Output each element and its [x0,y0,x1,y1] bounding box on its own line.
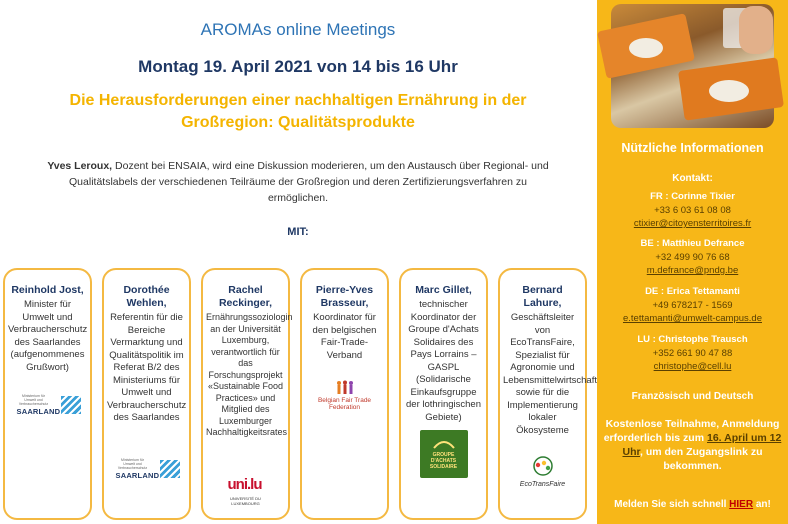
speaker-card [399,268,488,520]
contact-block-de [597,285,788,326]
photo-hand [739,6,773,54]
contact-phone: +352 661 90 47 88 [652,347,733,359]
saarland-logo-ministry: Ministerium für Umwelt und Verbraucherschutz [117,458,148,470]
register-link[interactable]: HIER [729,499,754,510]
speaker-role: Geschäftsleiter von EcoTransFaire, Spezialist für Agronomie und Lebensmittelwirtschaft sowie für die Implementierung lokaler Ökosysteme [503,312,597,436]
speaker-card [498,268,597,520]
speaker-role: Koordinator für den belgischen Fair-Trade-Verband [312,312,377,361]
saarland-logo-mark [160,460,180,478]
uni-lu-logo [226,476,266,510]
register-text: Melden Sie sich schnell [614,499,730,510]
contact-name: DE : Erica Tettamanti [645,286,740,297]
contact-block-lu [597,333,788,374]
contact-email-link[interactable]: ctixier@citoyensterritoires.fr [633,218,752,229]
registration-info [603,417,782,473]
speaker-name: Pierre-Yves Brasseur, [315,284,374,309]
register-line [597,499,788,510]
photo-plate [709,80,749,102]
saarland-logo-text: SAARLAND [16,407,61,416]
contact-name: FR : Corinne Tixier [650,191,735,202]
gaspl-logo-text: GROUPE D'ACHATS SOLIDAIRE [429,452,458,470]
speaker-card [300,268,389,520]
registration-text-end: , um den Zugangslink zu bekommen. [640,446,763,472]
ecotransfaire-logo [518,454,568,488]
registration-deadline: 16. April um 12 Uhr [622,432,782,458]
speaker-name: Marc Gillet, [415,284,472,296]
contact-email-link[interactable]: christophe@cell.lu [653,361,732,372]
event-date: Montag 19. April 2021 von 14 bis 16 Uhr [138,57,458,76]
speaker-name: Dorothée Wehlen, [123,284,170,309]
moderator-name: Yves Leroux, [47,160,113,172]
food-photo [611,4,774,128]
contact-phone: +49 678217 - 1569 [652,299,733,311]
registration-text: Kostenlose Teilnahme, Anmeldung erforderlich bis zum [603,418,780,444]
series-title: AROMAs online Meetings [200,20,396,39]
contact-phone: +32 499 90 76 68 [655,251,730,263]
register-text-end: an! [753,499,771,510]
contact-block-be [597,237,788,278]
uni-lu-logo-text: uni.lu [227,476,262,493]
contact-email-link[interactable]: e.tettamanti@umwelt-campus.de [622,313,762,324]
ecotransfaire-mark-icon [518,454,568,478]
contact-name: BE : Matthieu Defrance [640,238,745,249]
saarland-logo [15,394,81,416]
speaker-name: Reinhold Jost, [11,284,84,296]
speaker-card [201,268,293,520]
gaspl-logo [420,430,468,478]
contact-heading: Kontakt: [672,173,713,184]
info-sidebar [597,0,788,524]
speaker-role: Minister für Umwelt und Verbraucherschutz des Saarlandes (aufgenommenes Grußwort) [8,299,88,373]
speaker-name: Bernard Lahure, [522,284,563,309]
speaker-card [3,268,92,520]
description-text: Dozent bei ENSAIA, wird eine Diskussion moderieren, um den Austausch über Regional- und Qualitätslabels der verschiedenen Teilräume der Großregion und deren Zertifizierungsverfahren zu ermöglichen. [69,160,549,204]
speaker-card [102,268,191,520]
languages: Französisch und Deutsch [631,391,754,402]
sidebar-title: Nützliche Informationen [621,141,764,155]
speaker-role: Ernährungssoziologin an der Universität Luxemburg, verantwortlich für das Forschungsprojekt «Sustainable Food Practices» und Mitglied des Luxemburger Nachhaltigkeitsrates [206,312,293,437]
belgian-fair-trade-logo [315,380,375,410]
contact-phone: +33 6 03 61 08 08 [654,204,731,216]
contact-email-link[interactable]: m.defrance@pndg.be [646,265,739,276]
speaker-name: Rachel Reckinger, [218,284,273,309]
contact-block-fr [597,190,788,231]
saarland-logo [114,458,180,480]
belgian-fair-trade-logo-text: Belgian Fair Trade Federation [317,397,372,411]
speaker-role: Referentin für die Bereiche Vermarktung und Qualitätspolitik im Referat B/2 des Ministeriums für Umwelt und Verbraucherschutz des Saarlandes [107,312,187,423]
uni-lu-logo-subtitle: UNIVERSITÉ DU LUXEMBOURG [230,496,261,506]
event-description [40,158,556,206]
event-topic: Die Herausforderungen einer nachhaltigen Ernährung in der Großregion: Qualitätsprodukte [69,92,527,131]
photo-plate [629,38,663,58]
speaker-role: technischer Koordinator der Groupe d'Achats Solidaires des Pays Lorrains – GASPL (Solidarische Einkaufsgruppe der lothringischen Gebiete) [406,299,481,423]
speakers-heading: MIT: [287,226,309,238]
contact-name: LU : Christophe Trausch [637,334,748,345]
people-icon [335,380,355,394]
saarland-logo-mark [61,396,81,414]
ecotransfaire-logo-text: EcoTransFaire [519,481,566,488]
saarland-logo-ministry: Ministerium für Umwelt und Verbraucherschutz [18,394,49,406]
saarland-logo-text: SAARLAND [115,471,160,480]
